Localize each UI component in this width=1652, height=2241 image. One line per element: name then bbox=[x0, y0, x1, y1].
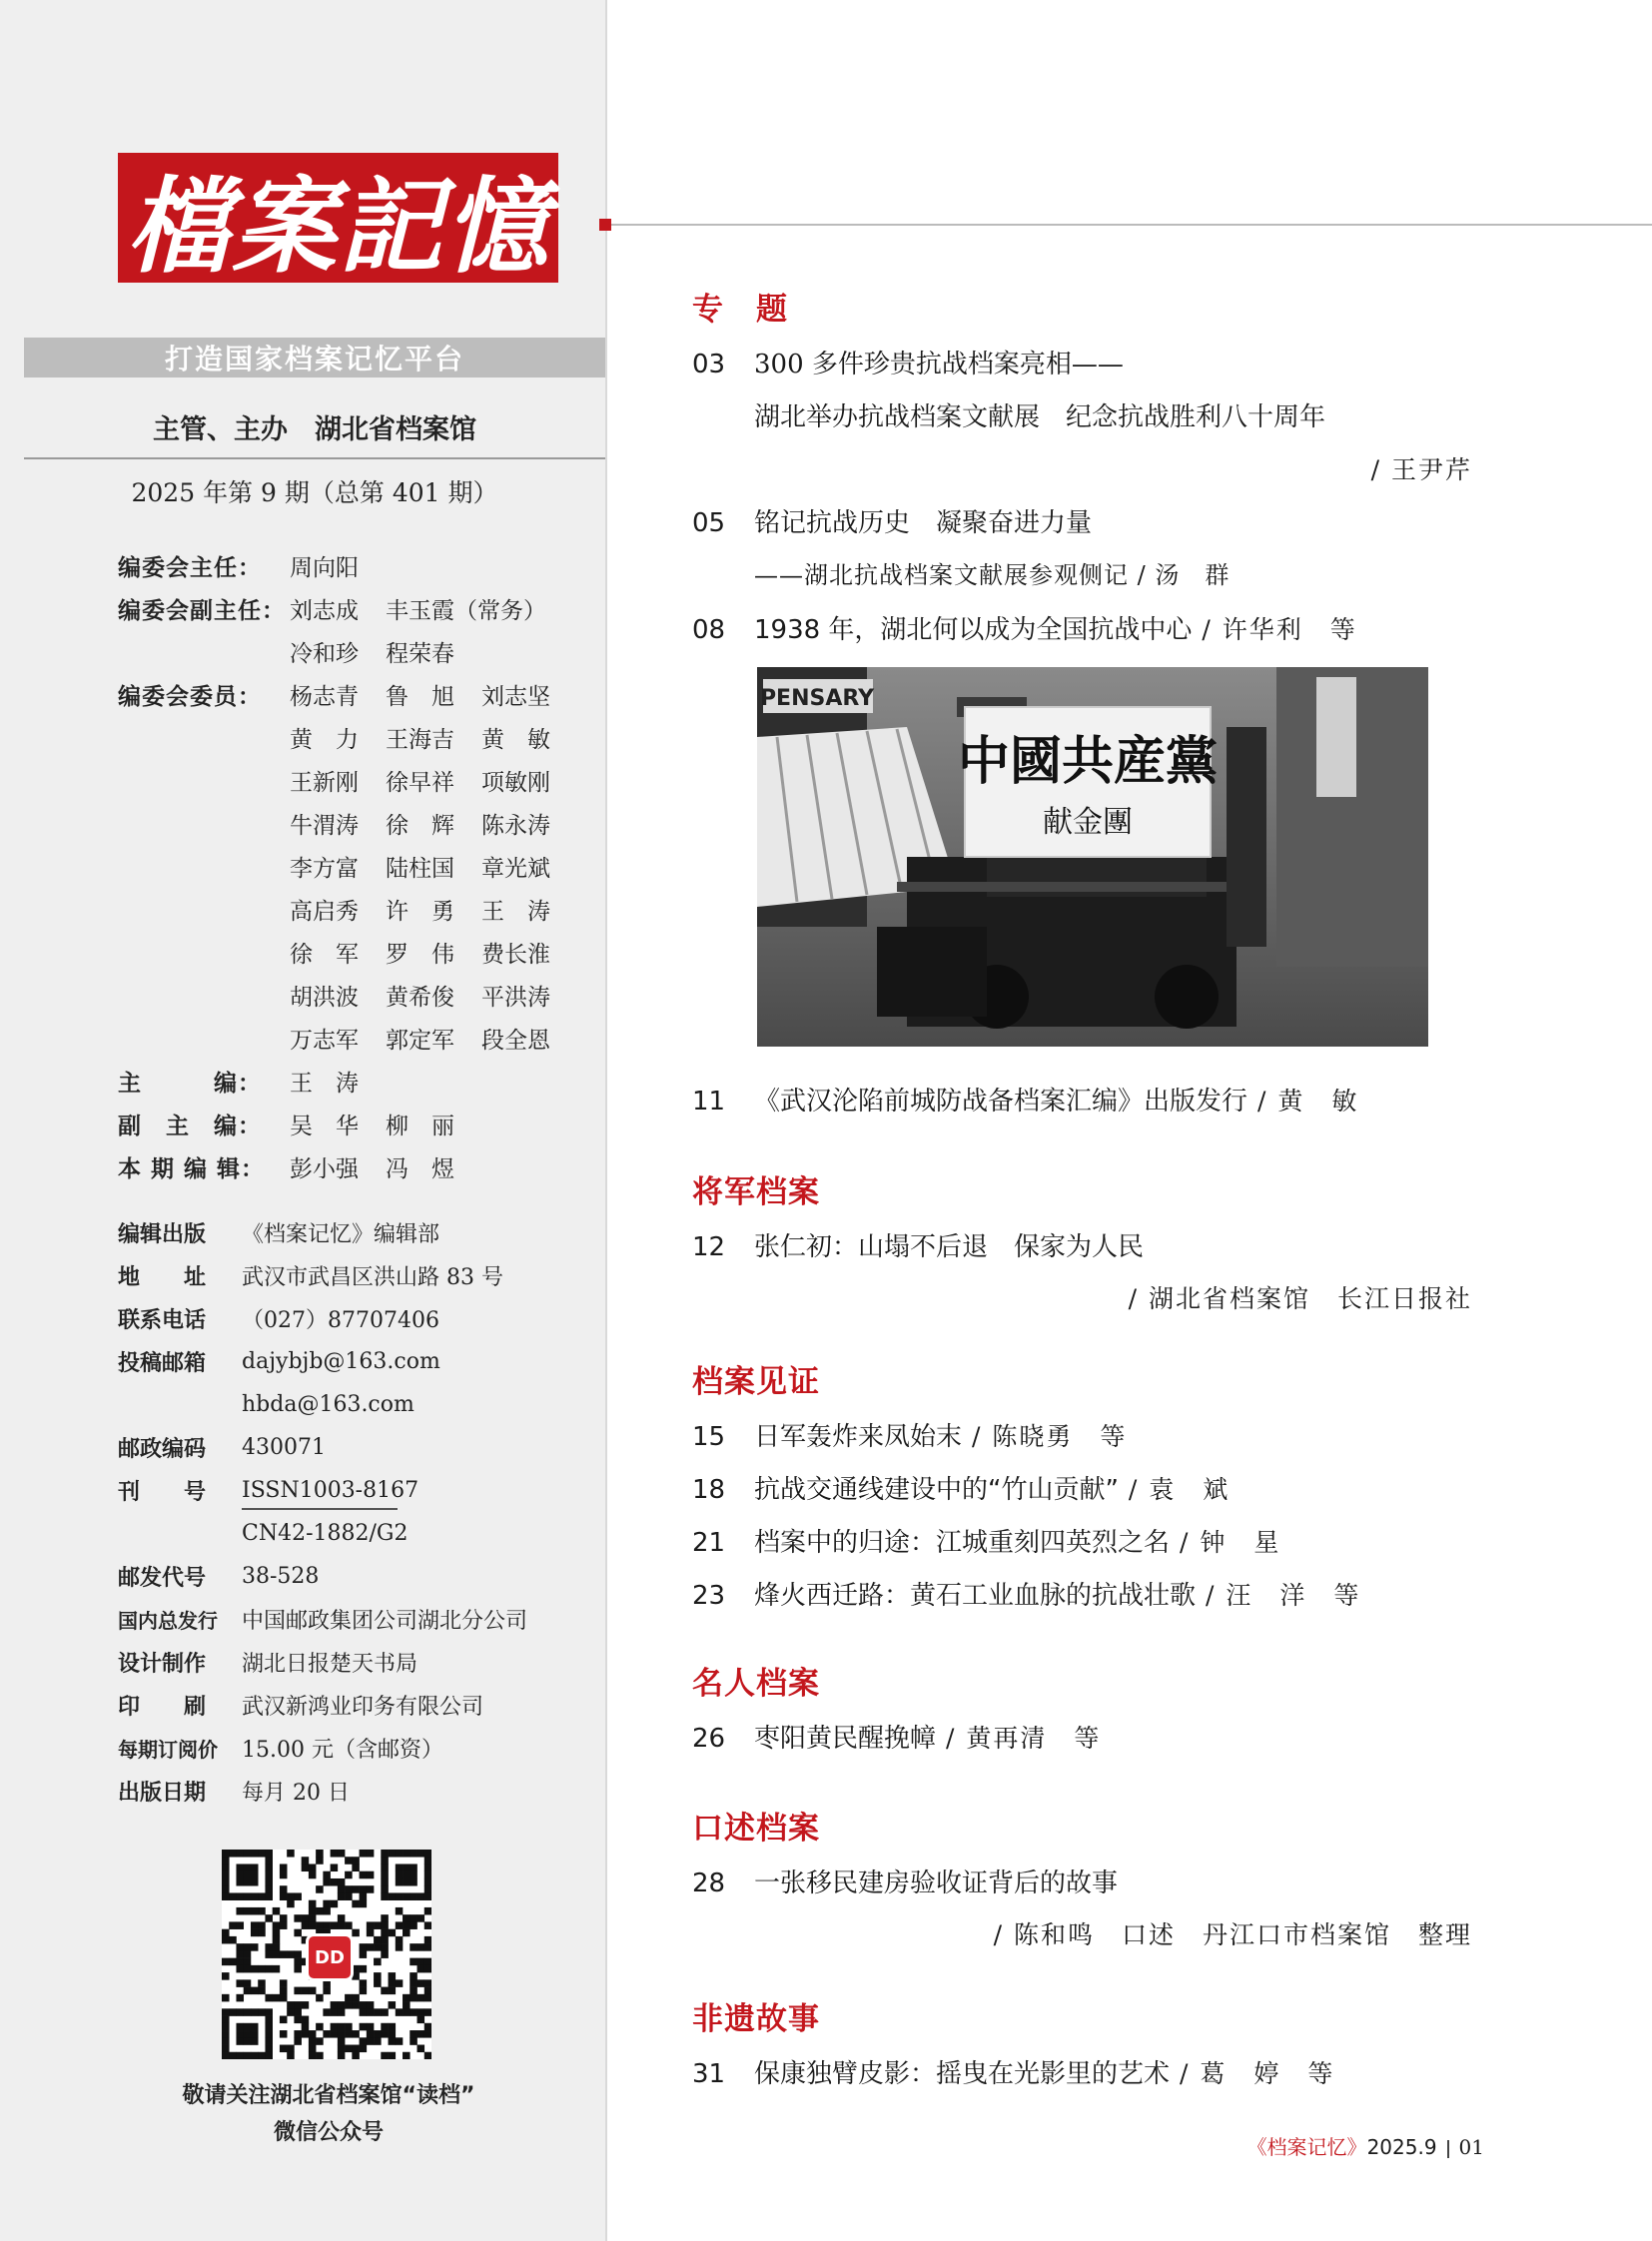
editorial-row bbox=[118, 1106, 481, 1141]
qr-caption-line: 微信公众号 bbox=[273, 2120, 384, 2145]
footer-date: 2025.9 bbox=[1366, 2135, 1437, 2159]
editor-name: 胡洪波 bbox=[290, 984, 359, 1011]
entry-subtitle: 湖北举办抗战档案文献展 纪念抗战胜利八十周年 bbox=[754, 402, 1326, 432]
entry-title: 一张移民建房验收证背后的故事 bbox=[754, 1868, 1119, 1898]
toc-entry[interactable] bbox=[692, 1522, 1280, 1559]
slogan-bar bbox=[24, 338, 605, 377]
editor-name: 章光斌 bbox=[481, 855, 550, 882]
page-footer bbox=[1247, 2131, 1484, 2160]
email-value: hbda@163.com bbox=[242, 1391, 414, 1417]
historical-photo bbox=[757, 667, 1428, 1047]
info-row bbox=[118, 1257, 503, 1293]
issue-number: 2025 年第 9 期（总第 401 期） bbox=[131, 478, 498, 507]
editorial-row bbox=[118, 891, 577, 927]
editorial-row bbox=[118, 762, 577, 798]
editor-name: 鲁 旭 bbox=[386, 683, 454, 710]
entry-author: / 王尹芹 bbox=[1370, 455, 1472, 484]
editor-name: 刘志成 bbox=[290, 597, 359, 624]
editorial-row bbox=[118, 1063, 386, 1099]
info-row bbox=[118, 1644, 417, 1680]
editorial-row bbox=[118, 1148, 481, 1184]
phone-value: （027）87707406 bbox=[242, 1307, 439, 1333]
info-value: 38-528 bbox=[242, 1563, 320, 1589]
entry-author: / 许华利 等 bbox=[1192, 615, 1357, 644]
editorial-row bbox=[118, 977, 577, 1013]
entry-author: / 湖北省档案馆 长江日报社 bbox=[1128, 1284, 1472, 1313]
section-heading: 专 题 bbox=[692, 292, 788, 328]
info-value: 中国邮政集团公司湖北分公司 bbox=[242, 1608, 528, 1634]
editorial-row bbox=[118, 934, 577, 970]
info-label: 出版日期 bbox=[118, 1780, 207, 1806]
editor-name: 黄希俊 bbox=[386, 984, 454, 1011]
editor-name: 徐早祥 bbox=[386, 769, 454, 796]
editor-name: 杨志青 bbox=[290, 683, 359, 710]
entry-author: / 陈和鸣 口述 丹江口市档案馆 整理 bbox=[993, 1920, 1472, 1949]
entry-title: 《武汉沦陷前城防战备档案汇编》出版发行 bbox=[754, 1087, 1248, 1117]
section-heading: 名人档案 bbox=[692, 1666, 820, 1702]
entry-title: 日军轰炸来凤始末 bbox=[754, 1422, 963, 1452]
info-label: 地 址 bbox=[118, 1264, 207, 1290]
info-row bbox=[118, 1773, 350, 1809]
section-heading: 档案见证 bbox=[692, 1364, 820, 1400]
editor-name: 李方富 bbox=[290, 855, 359, 882]
editor-name: 高启秀 bbox=[290, 898, 359, 925]
info-row bbox=[118, 1214, 439, 1250]
toc-entry[interactable] bbox=[692, 609, 1357, 646]
page-number: 15 bbox=[692, 1422, 726, 1452]
editor-name: 刘志坚 bbox=[481, 683, 550, 710]
info-row bbox=[118, 1730, 443, 1766]
info-label: 设计制作 bbox=[118, 1651, 207, 1677]
editor-name: 冯 煜 bbox=[386, 1155, 454, 1182]
editor-name: 冷和珍 bbox=[290, 640, 359, 667]
info-row bbox=[118, 1472, 418, 1508]
toc-entry[interactable] bbox=[692, 1863, 1118, 1899]
editorial-row bbox=[118, 633, 481, 669]
editor-name: 郭定军 bbox=[386, 1027, 454, 1054]
page-number: 26 bbox=[692, 1724, 726, 1754]
editor-name: 周向阳 bbox=[290, 554, 359, 581]
editorial-row bbox=[118, 590, 546, 626]
editor-name: 程荣春 bbox=[386, 640, 454, 667]
toc-entry[interactable] bbox=[692, 2053, 1334, 2090]
divider bbox=[1447, 2140, 1449, 2158]
editorial-label: 本 期 编 辑： bbox=[118, 1155, 266, 1182]
editorial-label: 编委会委员： bbox=[118, 683, 262, 710]
editor-name: 彭小强 bbox=[290, 1155, 359, 1182]
entry-author: / 陈晓勇 等 bbox=[962, 1422, 1128, 1451]
cn-value: CN42-1882/G2 bbox=[242, 1520, 409, 1546]
toc-entry[interactable] bbox=[692, 502, 1092, 539]
entry-author: / 钟 星 bbox=[1170, 1528, 1281, 1557]
editor-name: 徐 辉 bbox=[386, 812, 454, 839]
toc-entry[interactable] bbox=[692, 1416, 1127, 1453]
editor-name: 陈永涛 bbox=[481, 812, 550, 839]
editor-name: 黄 敏 bbox=[481, 726, 550, 753]
editorial-label: 主 编： bbox=[118, 1070, 262, 1097]
editor-name: 王海吉 bbox=[386, 726, 454, 753]
info-label: 联系电话 bbox=[118, 1307, 207, 1333]
issn-value: ISSN1003-8167 bbox=[242, 1477, 419, 1503]
info-row bbox=[118, 1386, 414, 1422]
editorial-row bbox=[118, 848, 577, 884]
editor-name: 项敏刚 bbox=[481, 769, 550, 796]
editor-name: 吴 华 bbox=[290, 1113, 359, 1139]
divider bbox=[242, 1508, 398, 1510]
footer-magazine: 《档案记忆》 bbox=[1246, 2135, 1367, 2159]
entry-title: 抗战交通线建设中的“竹山贡献” bbox=[754, 1475, 1119, 1505]
info-value: 武汉新鸿业印务有限公司 bbox=[242, 1694, 484, 1720]
editor-name: 平洪涛 bbox=[481, 984, 550, 1011]
page-number: 21 bbox=[692, 1528, 726, 1558]
banner-text: 中國共産黨 bbox=[957, 731, 1219, 792]
entry-title: 档案中的归途：江城重刻四英烈之名 bbox=[754, 1528, 1171, 1558]
entry-author: / 汪 洋 等 bbox=[1196, 1581, 1361, 1610]
info-value: 《档案记忆》编辑部 bbox=[242, 1221, 440, 1247]
info-label: 刊 号 bbox=[118, 1479, 207, 1505]
address-value: 武汉市武昌区洪山路 83 号 bbox=[242, 1264, 503, 1290]
entry-title: 烽火西迁路：黄石工业血脉的抗战壮歌 bbox=[754, 1581, 1197, 1611]
editor-name: 陆柱国 bbox=[386, 855, 454, 882]
editor-name: 王 涛 bbox=[481, 898, 550, 925]
shop-sign-text: PENSARY bbox=[759, 686, 875, 711]
editor-name: 徐 军 bbox=[290, 941, 359, 968]
section-heading: 非遗故事 bbox=[692, 2001, 820, 2037]
entry-author: / 葛 婷 等 bbox=[1170, 2059, 1335, 2088]
info-row bbox=[118, 1558, 319, 1594]
page-number: 18 bbox=[692, 1475, 726, 1505]
accent-marker bbox=[599, 219, 611, 231]
info-label: 印 刷 bbox=[118, 1694, 207, 1720]
editor-name: 柳 丽 bbox=[386, 1113, 454, 1139]
editor-name: 黄 力 bbox=[290, 726, 359, 753]
editorial-row bbox=[118, 719, 577, 755]
info-label: 邮政编码 bbox=[118, 1436, 207, 1462]
page-number: 12 bbox=[692, 1232, 726, 1262]
editorial-label: 编委会主任： bbox=[118, 554, 262, 581]
entry-title: 300 多件珍贵抗战档案亮相—— bbox=[754, 350, 1124, 379]
info-label: 国内总发行 bbox=[118, 1608, 218, 1633]
divider bbox=[24, 457, 605, 459]
postcode-value: 430071 bbox=[242, 1434, 326, 1460]
section-heading: 口述档案 bbox=[692, 1811, 820, 1847]
editorial-row bbox=[118, 676, 577, 712]
editor-name: 王 涛 bbox=[290, 1070, 359, 1097]
masthead-sidebar bbox=[0, 0, 607, 2241]
editorial-row bbox=[118, 547, 386, 583]
page-number: 31 bbox=[692, 2059, 726, 2089]
entry-author: / 黄再清 等 bbox=[936, 1724, 1102, 1753]
toc-entry[interactable] bbox=[692, 344, 1124, 380]
page-number: 28 bbox=[692, 1868, 726, 1898]
app-logo-text: DD bbox=[315, 1946, 345, 1968]
editorial-row bbox=[118, 805, 577, 841]
entry-subtitle: ——湖北抗战档案文献展参观侧记 / 汤 群 bbox=[754, 561, 1231, 589]
editor-name: 段全恩 bbox=[481, 1027, 550, 1054]
editor-name: 费长淮 bbox=[481, 941, 550, 968]
toc-entry[interactable] bbox=[692, 1081, 1358, 1118]
toc-entry[interactable] bbox=[692, 1226, 1144, 1263]
qr-caption-line: 敬请关注湖北省档案馆“读档” bbox=[182, 2083, 475, 2108]
info-row bbox=[118, 1515, 408, 1551]
toc-entry[interactable] bbox=[692, 1469, 1230, 1506]
toc-entry[interactable] bbox=[692, 1718, 1101, 1755]
slogan-text: 打造国家档案记忆平台 bbox=[164, 343, 464, 375]
entry-title: 铭记抗战历史 凝聚奋进力量 bbox=[754, 508, 1093, 538]
entry-title: 保康独臂皮影：摇曳在光影里的艺术 bbox=[754, 2059, 1171, 2089]
editor-name: 牛渭涛 bbox=[290, 812, 359, 839]
editor-name: 罗 伟 bbox=[386, 941, 454, 968]
header-rule bbox=[605, 224, 1652, 226]
entry-author: / 黄 敏 bbox=[1247, 1087, 1359, 1116]
sponsor-line: 主管、主办 湖北省档案馆 bbox=[153, 414, 476, 445]
editorial-label: 编委会副主任： bbox=[118, 597, 286, 624]
info-row bbox=[118, 1601, 527, 1637]
info-row bbox=[118, 1300, 439, 1336]
banner-subtext: 献金團 bbox=[1043, 805, 1133, 840]
page-number: 11 bbox=[692, 1087, 726, 1117]
qr-caption bbox=[24, 2077, 633, 2151]
info-label: 投稿邮箱 bbox=[118, 1350, 207, 1376]
entry-title: 枣阳黄民醒挽幛 bbox=[754, 1724, 937, 1754]
page-number: 23 bbox=[692, 1581, 726, 1611]
info-label: 每期订阅价 bbox=[118, 1737, 218, 1762]
info-label: 邮发代号 bbox=[118, 1565, 207, 1591]
app-logo-icon bbox=[306, 1933, 354, 1981]
info-row bbox=[118, 1343, 440, 1379]
price-value: 15.00 元（含邮资） bbox=[242, 1737, 443, 1763]
info-value: 湖北日报楚天书局 bbox=[242, 1651, 418, 1677]
footer-page-number: 01 bbox=[1458, 2135, 1484, 2159]
qr-code[interactable] bbox=[222, 1850, 431, 2059]
editor-name: 王新刚 bbox=[290, 769, 359, 796]
info-row bbox=[118, 1687, 483, 1723]
info-value: 每月 20 日 bbox=[242, 1780, 350, 1806]
email-value: dajybjb@163.com bbox=[242, 1348, 440, 1374]
editor-name: 丰玉霞（常务） bbox=[386, 597, 546, 624]
entry-title: 张仁初：山塌不后退 保家为人民 bbox=[754, 1232, 1145, 1262]
page-number: 03 bbox=[692, 350, 726, 379]
page-number: 08 bbox=[692, 615, 726, 645]
logo-text: 檔案記憶 bbox=[126, 165, 550, 288]
magazine-logo bbox=[118, 153, 558, 288]
editorial-row bbox=[118, 1020, 577, 1056]
info-row bbox=[118, 1429, 326, 1465]
editorial-label: 副 主 编： bbox=[118, 1113, 262, 1139]
editor-name: 许 勇 bbox=[386, 898, 454, 925]
entry-title: 1938 年，湖北何以成为全国抗战中心 bbox=[754, 615, 1193, 645]
editor-name: 万志军 bbox=[290, 1027, 359, 1054]
entry-author: / 袁 斌 bbox=[1118, 1475, 1231, 1504]
info-label: 编辑出版 bbox=[118, 1221, 207, 1247]
page-number: 05 bbox=[692, 508, 726, 538]
section-heading: 将军档案 bbox=[692, 1174, 820, 1210]
toc-entry[interactable] bbox=[692, 1575, 1360, 1612]
